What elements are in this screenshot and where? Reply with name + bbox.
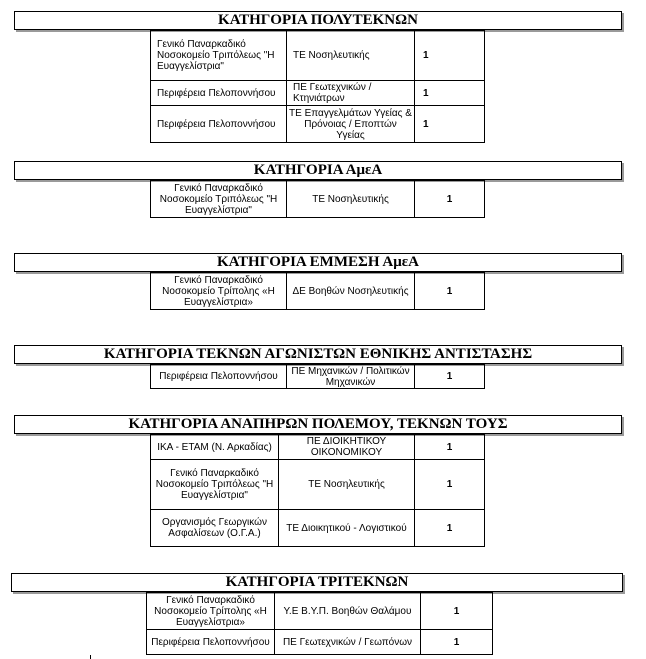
specialty-cell: ΤΕ Νοσηλευτικής (287, 31, 415, 81)
organization-cell: Γενικό Παναρκαδικό Νοσοκομείο Τρίπολης «Η Ευαγγελίστρια» (147, 593, 275, 630)
table-row (151, 273, 485, 310)
table-row (151, 106, 485, 143)
category-table-triteknon (146, 592, 493, 655)
category-table-polyteknon (150, 30, 485, 143)
positions-count-cell: 1 (415, 510, 485, 547)
positions-count-cell: 1 (415, 435, 485, 460)
organization-cell: Γενικό Παναρκαδικό Νοσοκομείο Τριπόλεως "Η Ευαγγελίστρια" (151, 31, 287, 81)
category-title-teknon-agoniston: ΚΑΤΗΓΟΡΙΑ ΤΕΚΝΩΝ ΑΓΩΝΙΣΤΩΝ ΕΘΝΙΚΗΣ ΑΝΤΙΣΤΑΣΗΣ (14, 345, 622, 364)
table-row (151, 460, 485, 510)
specialty-cell: ΤΕ Διοικητικού - Λογιστικού (279, 510, 415, 547)
category-table-teknon-agoniston (150, 364, 485, 389)
category-table-anapiron-polemou (150, 434, 485, 547)
specialty-cell: ΠΕ ΔΙΟΙΚΗΤΙΚΟΥ ΟΙΚΟΝΟΜΙΚΟΥ (279, 435, 415, 460)
specialty-cell: ΤΕ Νοσηλευτικής (279, 460, 415, 510)
specialty-cell: ΠΕ Μηχανικών / Πολιτικών Μηχανικών (287, 365, 415, 389)
specialty-cell: ΠΕ Γεωτεχνικών / Κτηνιάτρων (287, 81, 415, 106)
table-row (151, 510, 485, 547)
organization-cell: Γενικό Παναρκαδικό Νοσοκομείο Τρίπολης «Η Ευαγγελίστρια» (151, 273, 287, 310)
page-mark (90, 655, 91, 659)
positions-count-cell: 1 (415, 106, 485, 143)
category-table-amea (150, 180, 485, 218)
table-row (151, 365, 485, 389)
category-title-triteknon: ΚΑΤΗΓΟΡΙΑ ΤΡΙΤΕΚΝΩΝ (11, 573, 623, 592)
organization-cell: Γενικό Παναρκαδικό Νοσοκομείο Τριπόλεως "Η Ευαγγελίστρια" (151, 460, 279, 510)
table-row (147, 630, 493, 655)
category-title-anapiron-polemou: ΚΑΤΗΓΟΡΙΑ ΑΝΑΠΗΡΩΝ ΠΟΛΕΜΟΥ, ΤΕΚΝΩΝ ΤΟΥΣ (14, 415, 622, 434)
positions-count-cell: 1 (415, 273, 485, 310)
category-title-emmesi-amea: ΚΑΤΗΓΟΡΙΑ ΕΜΜΕΣΗ ΑμεΑ (14, 253, 622, 272)
positions-count-cell: 1 (415, 365, 485, 389)
table-row (151, 81, 485, 106)
table-row (151, 31, 485, 81)
category-title-polyteknon: ΚΑΤΗΓΟΡΙΑ ΠΟΛΥΤΕΚΝΩΝ (14, 11, 622, 30)
specialty-cell: ΠΕ Γεωτεχνικών / Γεωπόνων (275, 630, 421, 655)
organization-cell: Περιφέρεια Πελοποννήσου (147, 630, 275, 655)
table-row (151, 181, 485, 218)
specialty-cell: Υ.Ε Β.Υ.Π. Βοηθών Θαλάμου (275, 593, 421, 630)
positions-count-cell: 1 (415, 181, 485, 218)
category-title-amea: ΚΑΤΗΓΟΡΙΑ ΑμεΑ (14, 161, 622, 180)
organization-cell: Περιφέρεια Πελοποννήσου (151, 365, 287, 389)
positions-count-cell: 1 (415, 81, 485, 106)
positions-count-cell: 1 (421, 593, 493, 630)
specialty-cell: ΤΕ Επαγγελμάτων Υγείας & Πρόνοιας / Εποπτών Υγείας (287, 106, 415, 143)
specialty-cell: ΤΕ Νοσηλευτικής (287, 181, 415, 218)
specialty-cell: ΔΕ Βοηθών Νοσηλευτικής (287, 273, 415, 310)
category-table-emmesi-amea (150, 272, 485, 310)
organization-cell: Περιφέρεια Πελοποννήσου (151, 81, 287, 106)
positions-count-cell: 1 (421, 630, 493, 655)
organization-cell: ΙΚΑ - ΕΤΑΜ (Ν. Αρκαδίας) (151, 435, 279, 460)
organization-cell: Οργανισμός Γεωργικών Ασφαλίσεων (Ο.Γ.Α.) (151, 510, 279, 547)
positions-count-cell: 1 (415, 460, 485, 510)
table-row (151, 435, 485, 460)
table-row (147, 593, 493, 630)
organization-cell: Γενικό Παναρκαδικό Νοσοκομείο Τριπόλεως "Η Ευαγγελίστρια" (151, 181, 287, 218)
positions-count-cell: 1 (415, 31, 485, 81)
organization-cell: Περιφέρεια Πελοποννήσου (151, 106, 287, 143)
